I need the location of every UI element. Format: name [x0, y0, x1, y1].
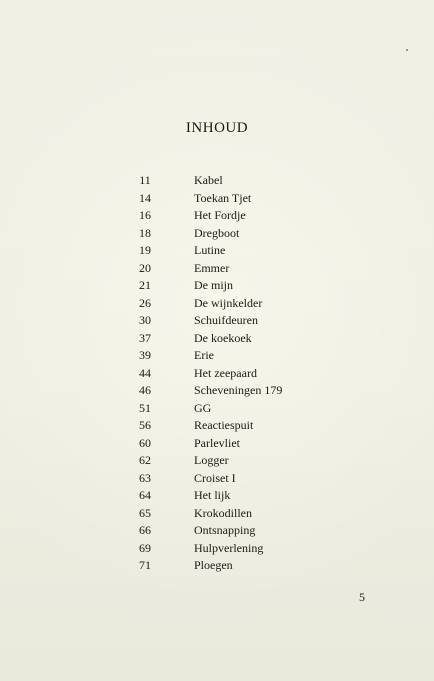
toc-entry	[0, 347, 434, 365]
toc-entry-page: 14	[139, 190, 151, 205]
toc-entry-page: 11	[139, 173, 151, 187]
toc-entry-title: Lutine	[194, 243, 226, 257]
toc-entry-page: 21	[139, 278, 151, 292]
toc-entry-title: Erie	[194, 348, 214, 362]
toc-entry-page: 51	[139, 400, 151, 415]
toc-entry-title: Parlevliet	[194, 435, 240, 450]
toc-entry-page: 65	[139, 505, 151, 520]
toc-entry-title: Scheveningen 179	[194, 383, 283, 397]
toc-entry-title: Ploegen	[194, 558, 233, 572]
toc-entry-page: 60	[139, 435, 151, 450]
toc-entry-title: Croiset I	[194, 470, 236, 485]
toc-entry	[0, 277, 434, 295]
toc-entry	[0, 330, 434, 348]
toc-entry-page: 62	[139, 453, 151, 467]
toc-entry-page: 20	[139, 260, 151, 275]
toc-entry-title: Reactiespuit	[194, 418, 254, 432]
toc-entry-title: De wijnkelder	[194, 295, 263, 310]
toc-entry-title: Dregboot	[194, 225, 240, 240]
toc-entry-title: Het Fordje	[194, 208, 246, 222]
toc-entry-page: 30	[139, 313, 151, 327]
page-title: INHOUD	[185, 120, 249, 136]
toc-entry-page: 39	[139, 348, 151, 362]
toc-entry	[0, 417, 434, 435]
paper-speck	[406, 49, 408, 51]
toc-entry	[0, 522, 434, 540]
toc-entry-page: 16	[139, 208, 151, 222]
toc-entry-title: De mijn	[194, 278, 233, 292]
toc-entry	[0, 260, 434, 278]
toc-entry	[0, 225, 434, 243]
toc-entry	[0, 312, 434, 330]
toc-entry-title: Hulpverlening	[194, 540, 264, 555]
toc-entry-title: Logger	[194, 453, 229, 467]
toc-entry	[0, 242, 434, 260]
toc-entry	[0, 365, 434, 383]
toc-entry-title: De koekoek	[194, 330, 252, 345]
toc-entry-title: Het zeepaard	[194, 365, 257, 380]
toc-entry-title: Kabel	[194, 173, 223, 187]
toc-entry-title: Krokodillen	[194, 505, 252, 520]
toc-entry-page: 26	[139, 295, 151, 310]
toc-entry-page: 69	[139, 540, 151, 555]
toc-entry-page: 66	[139, 523, 151, 537]
toc-entry-page: 18	[139, 225, 151, 240]
toc-entry	[0, 435, 434, 453]
toc-entry-page: 19	[139, 243, 151, 257]
toc-entry-page: 71	[139, 558, 151, 572]
toc-entry-title: Ontsnapping	[194, 523, 256, 537]
toc-entry	[0, 470, 434, 488]
toc-entry	[0, 172, 434, 190]
table-of-contents	[0, 172, 434, 575]
toc-entry-page: 37	[139, 330, 151, 345]
toc-entry-title: Schuifdeuren	[194, 313, 258, 327]
toc-entry-title: Het lijk	[194, 488, 231, 502]
toc-entry-page: 56	[139, 418, 151, 432]
toc-entry	[0, 452, 434, 470]
toc-entry	[0, 557, 434, 575]
toc-entry	[0, 540, 434, 558]
toc-entry-title: GG	[194, 400, 212, 415]
toc-entry-title: Toekan Tjet	[194, 190, 252, 205]
toc-entry	[0, 382, 434, 400]
toc-entry-page: 44	[139, 365, 151, 380]
toc-entry	[0, 295, 434, 313]
toc-entry	[0, 400, 434, 418]
toc-entry	[0, 487, 434, 505]
toc-entry-page: 64	[139, 488, 151, 502]
page-number: 5	[359, 590, 365, 604]
toc-entry	[0, 190, 434, 208]
toc-entry-page: 46	[139, 383, 151, 397]
toc-entry-title: Emmer	[194, 260, 230, 275]
toc-entry-page: 63	[139, 470, 151, 485]
toc-entry	[0, 207, 434, 225]
toc-entry	[0, 505, 434, 523]
